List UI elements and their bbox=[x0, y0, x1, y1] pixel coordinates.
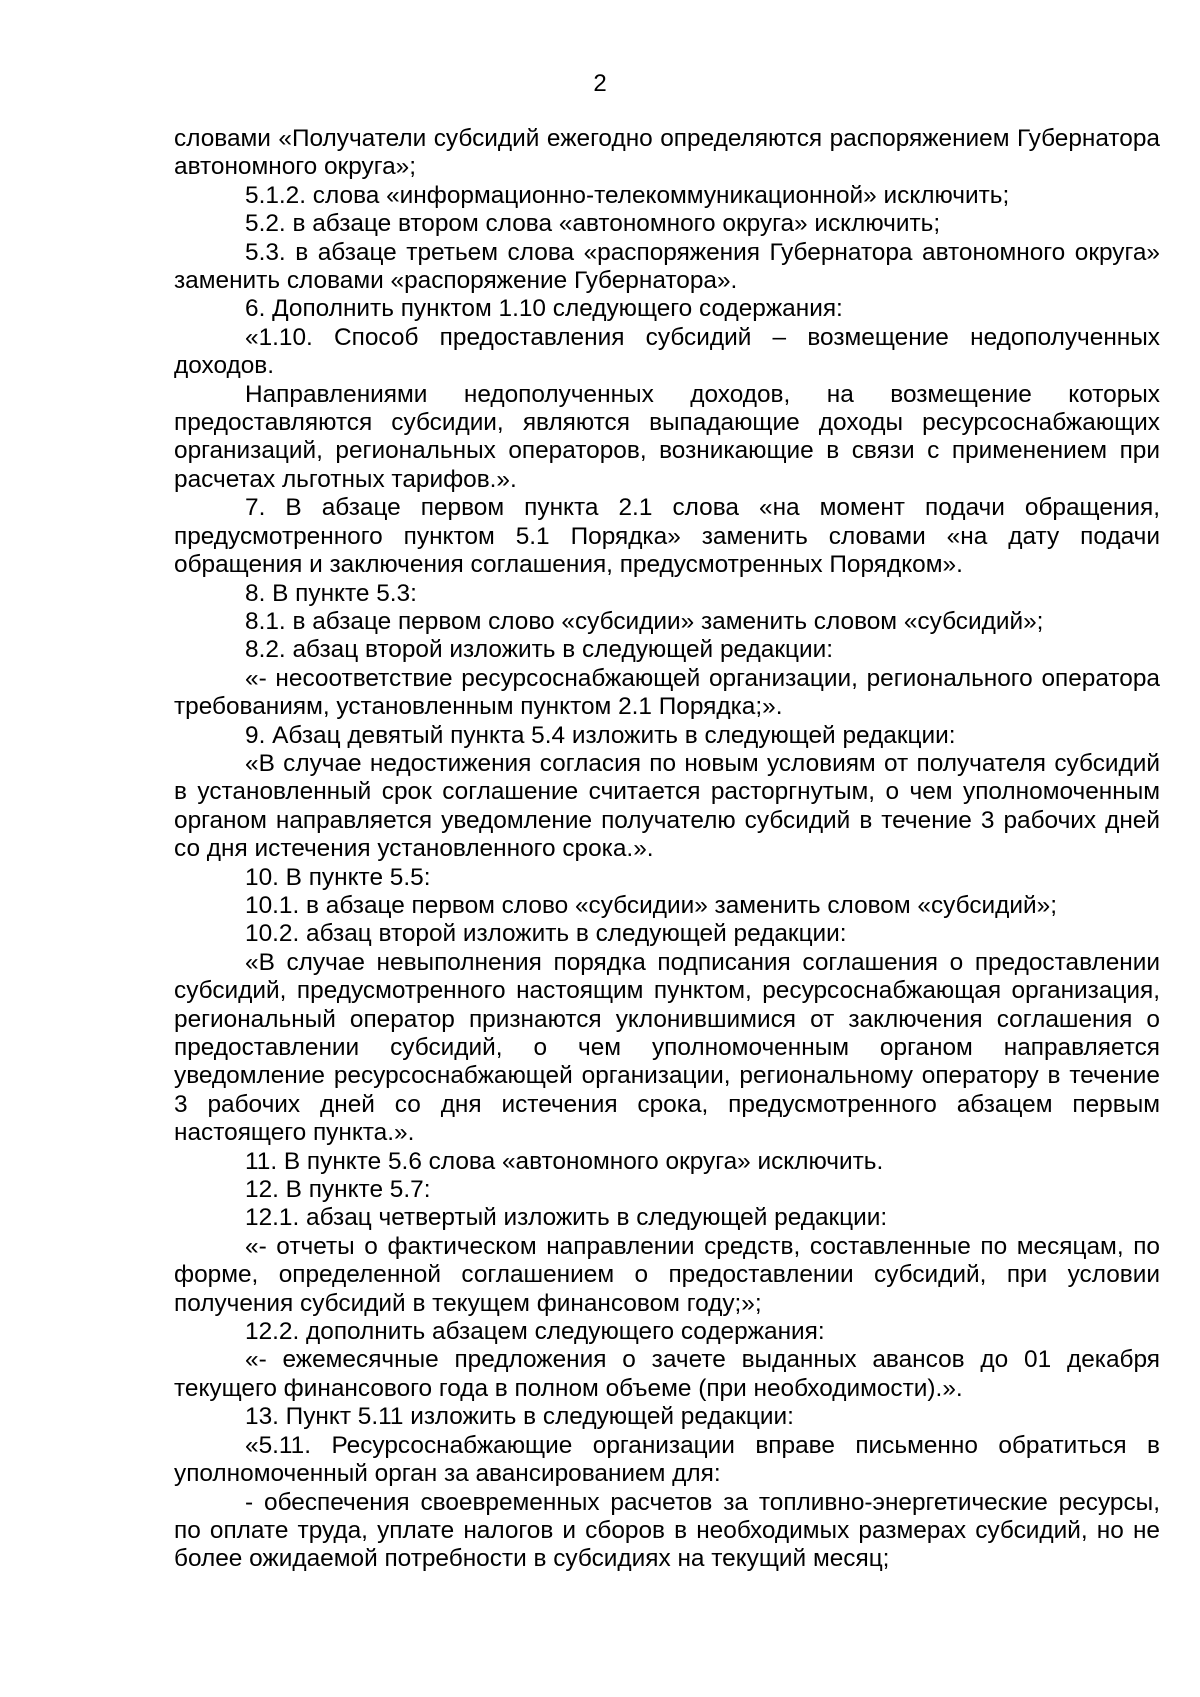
paragraph: 5.3. в абзаце третьем слова «распоряжения Губернатора автономного округа» заменить словами «распоряжение Губернатора». bbox=[174, 238, 1160, 295]
paragraph: Направлениями недополученных доходов, на возмещение которых предоставляются субсидии, являются выпадающие доходы ресурсоснабжающих организаций, региональных операторов, возникающие в связи с применением при расчетах льготных тарифов.». bbox=[174, 380, 1160, 493]
paragraph: «5.11. Ресурсоснабжающие организации вправе письменно обратиться в уполномоченный орган за авансированием для: bbox=[174, 1431, 1160, 1488]
paragraph: 12. В пункте 5.7: bbox=[245, 1176, 431, 1204]
paragraph: 10.1. в абзаце первом слово «субсидии» заменить словом «субсидий»; bbox=[245, 891, 1057, 919]
paragraph: 9. Абзац девятый пункта 5.4 изложить в следующей редакции: bbox=[245, 721, 956, 749]
document-body bbox=[174, 125, 1160, 1574]
paragraph: 10.2. абзац второй изложить в следующей редакции: bbox=[245, 920, 847, 948]
paragraph: 8. В пункте 5.3: bbox=[245, 579, 417, 607]
paragraph: 13. Пункт 5.11 изложить в следующей редакции: bbox=[245, 1403, 794, 1431]
paragraph: 8.1. в абзаце первом слово «субсидии» заменить словом «субсидий»; bbox=[245, 607, 1044, 635]
paragraph: 10. В пункте 5.5: bbox=[245, 863, 431, 891]
paragraph: 6. Дополнить пунктом 1.10 следующего содержания: bbox=[245, 295, 843, 323]
paragraph: 5.1.2. слова «информационно-телекоммуникационной» исключить; bbox=[245, 181, 1010, 209]
paragraph: «- отчеты о фактическом направлении средств, составленные по месяцам, по форме, определенной соглашением о предоставлении субсидий, при условии получения субсидий в текущем финансовом году;»; bbox=[174, 1232, 1160, 1317]
paragraph-continuation: словами «Получатели субсидий ежегодно определяются распоряжением Губернатора автономного округа»; bbox=[174, 125, 1160, 181]
paragraph: 5.2. в абзаце втором слова «автономного округа» исключить; bbox=[245, 210, 941, 238]
paragraph: «- несоответствие ресурсоснабжающей организации, регионального оператора требованиям, установленным пунктом 2.1 Порядка;». bbox=[174, 664, 1160, 721]
paragraph: «В случае невыполнения порядка подписания соглашения о предоставлении субсидий, предусмотренного настоящим пунктом, ресурсоснабжающая организация, региональный оператор признаются уклонившимися от заключения соглашения о предоставлении субсидий, о чем уполномоченным органом направляется уведомление ресурсоснабжающей организации, региональному оператору в течение 3 рабочих дней со дня истечения срока, предусмотренного абзацем первым настоящего пункта.». bbox=[174, 948, 1160, 1147]
paragraph: 12.2. дополнить абзацем следующего содержания: bbox=[245, 1318, 825, 1346]
paragraph: «1.10. Способ предоставления субсидий – возмещение недополученных доходов. bbox=[174, 323, 1160, 380]
paragraph: «В случае недостижения согласия по новым условиям от получателя субсидий в установленный срок соглашение считается расторгнутым, о чем уполномоченным органом направляется уведомление получателю субсидий в течение 3 рабочих дней со дня истечения установленного срока.». bbox=[174, 749, 1160, 863]
paragraph: 12.1. абзац четвертый изложить в следующей редакции: bbox=[245, 1204, 888, 1232]
page-number: 2 bbox=[593, 70, 607, 97]
paragraph: «- ежемесячные предложения о зачете выданных авансов до 01 декабря текущего финансового года в полном объеме (при необходимости).». bbox=[174, 1346, 1160, 1402]
paragraph: 11. В пункте 5.6 слова «автономного округа» исключить. bbox=[245, 1147, 884, 1175]
paragraph: 8.2. абзац второй изложить в следующей редакции: bbox=[245, 636, 834, 664]
paragraph: 7. В абзаце первом пункта 2.1 слова «на момент подачи обращения, предусмотренного пунктом 5.1 Порядка» заменить словами «на дату подачи обращения и заключения соглашения, предусмотренных Порядком». bbox=[174, 494, 1160, 579]
paragraph: - обеспечения своевременных расчетов за топливно-энергетические ресурсы, по оплате труда, уплате налогов и сборов в необходимых размерах субсидий, но не более ожидаемой потребности в субсидиях на текущий месяц; bbox=[174, 1488, 1160, 1573]
